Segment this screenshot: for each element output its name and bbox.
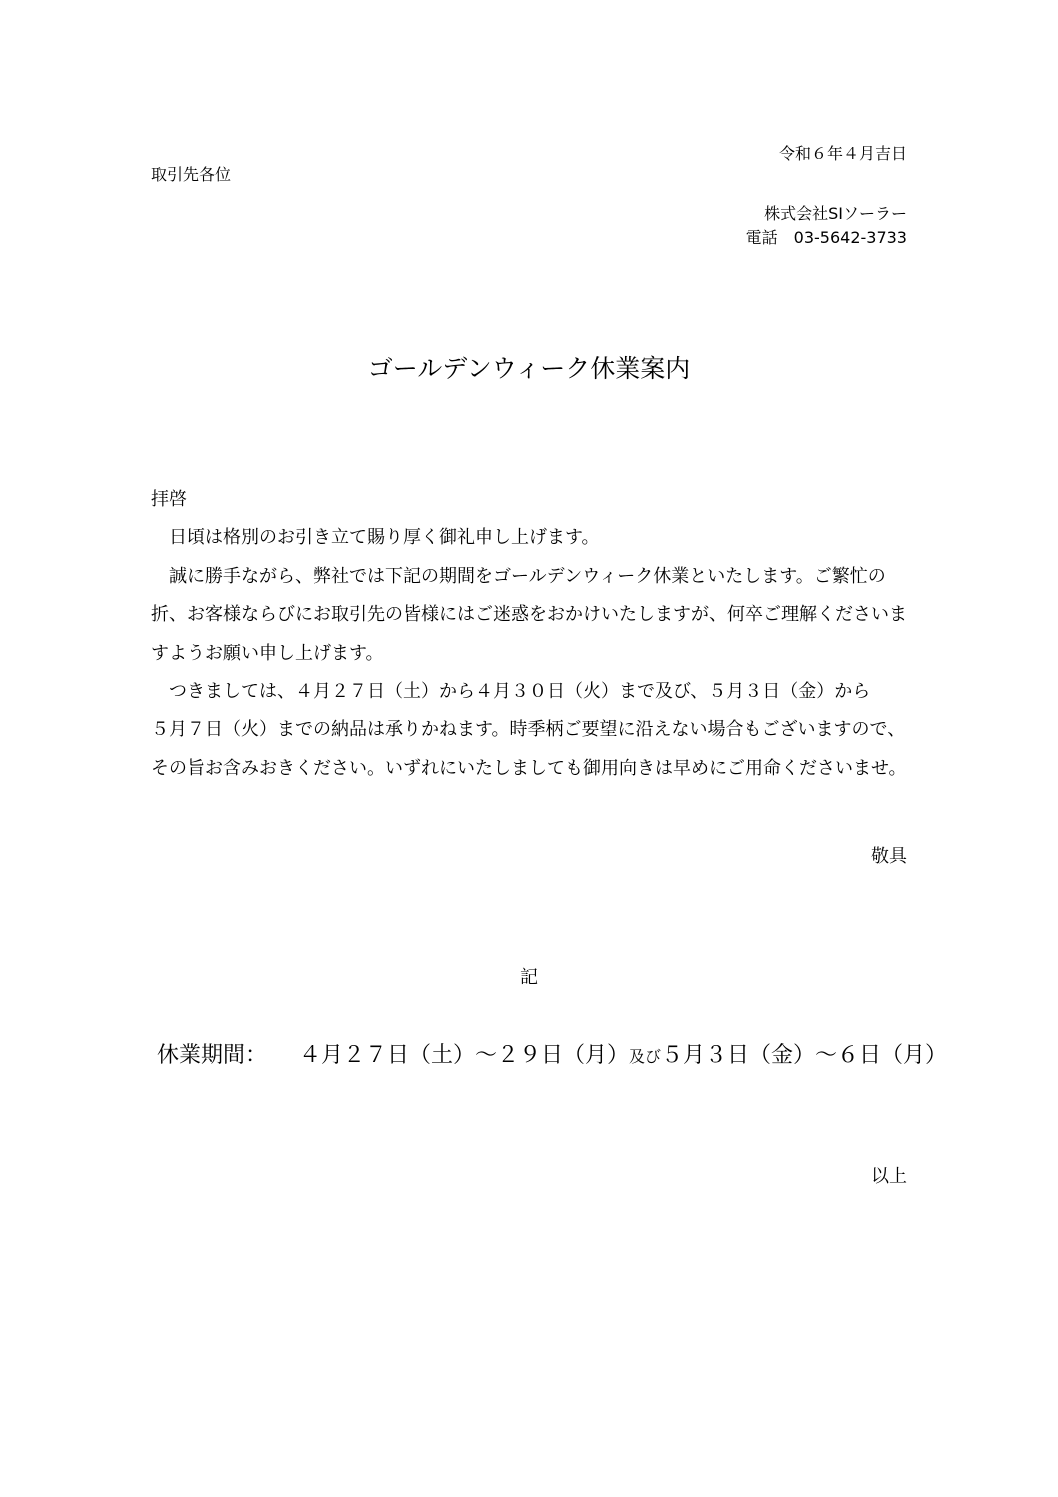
period-label: 休業期間： bbox=[157, 1043, 268, 1068]
page-title: ゴールデンウィーク休業案内 bbox=[367, 354, 691, 383]
closing: 敬具 bbox=[871, 846, 907, 867]
paragraph-greeting: 日頃は格別のお引き立て賜り厚く御礼申し上げます。 bbox=[169, 527, 600, 549]
company-name: 株式会社SIソーラー bbox=[764, 204, 907, 223]
letter-date: 令和６年４月吉日 bbox=[778, 144, 907, 163]
sender-block bbox=[746, 202, 907, 250]
letter-body bbox=[151, 481, 907, 788]
period-conjunction: 及び bbox=[629, 1047, 662, 1066]
recipient: 取引先各位 bbox=[151, 165, 232, 184]
notice-heading: 記 bbox=[520, 967, 538, 988]
holiday-period bbox=[157, 1038, 947, 1069]
period-part2: ５月３日（金）～６日（月） bbox=[661, 1043, 948, 1068]
paragraph-delivery-rest: ５月７日（火）までの納品は承りかねます。時季柄ご要望に沿えない場合もございますので、その旨お含みおきください。いずれにいたしましても御用向きは早めにご用命くださいませ。 bbox=[151, 719, 907, 779]
end-mark: 以上 bbox=[871, 1166, 907, 1187]
paragraph-announcement: 誠に勝手ながら、弊社では下記の期間をゴールデンウィーク休業といたします。ご繁忙の折、お客様ならびにお取引先の皆様にはご迷惑をおかけいたしますが、何卒ご理解くださいますようお願い申し上げます。 bbox=[151, 565, 907, 664]
salutation: 拝啓 bbox=[151, 489, 187, 510]
paragraph-delivery-line1: つきましては、４月２７日（土）から４月３０日（火）まで及び、５月３日（金）から bbox=[169, 681, 871, 703]
phone-number: 電話 03-5642-3733 bbox=[745, 228, 907, 247]
period-part1: ４月２７日（土）～２９日（月） bbox=[299, 1043, 630, 1068]
